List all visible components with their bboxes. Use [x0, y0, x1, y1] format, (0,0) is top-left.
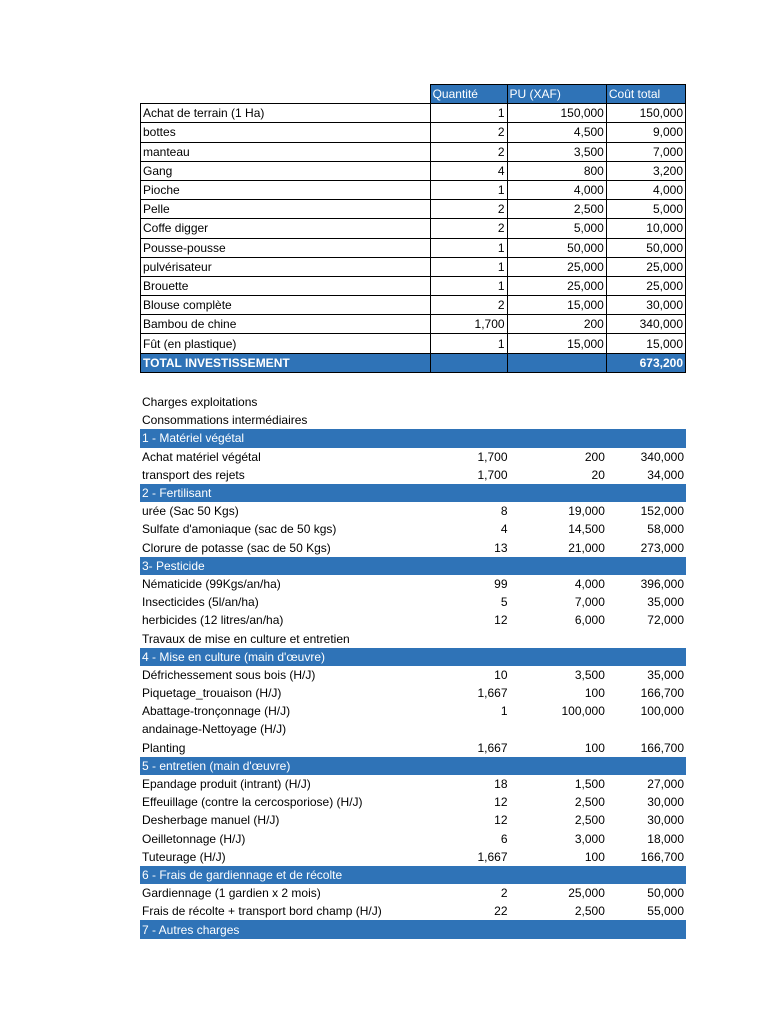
- total-empty-pu: [507, 353, 606, 372]
- charge-label: Desherbage manuel (H/J): [142, 813, 280, 828]
- item-total: 25,000: [606, 257, 685, 276]
- item-unit-price: 200: [507, 315, 606, 334]
- investment-row: [141, 142, 686, 161]
- charge-unit-price: 3,000: [574, 831, 605, 846]
- item-unit-price: 25,000: [507, 276, 606, 295]
- charge-row: [140, 593, 686, 611]
- item-quantity: 1: [430, 238, 507, 257]
- item-label: Fût (en plastique): [141, 334, 431, 353]
- item-quantity: 1,700: [430, 315, 507, 334]
- charge-label: Abattage-tronçonnage (H/J): [142, 704, 291, 719]
- charge-row: [140, 702, 686, 720]
- charge-quantity: 1,700: [477, 449, 508, 464]
- charge-unit-price: 100: [584, 849, 605, 864]
- item-unit-price: 4,500: [507, 123, 606, 142]
- charge-quantity: 1,667: [477, 740, 508, 755]
- section-header-row: [140, 557, 686, 575]
- charge-label: Epandage produit (intrant) (H/J): [142, 777, 311, 792]
- item-quantity: 4: [430, 161, 507, 180]
- item-unit-price: 15,000: [507, 296, 606, 315]
- investment-row: [141, 238, 686, 257]
- charge-total: 30,000: [647, 795, 684, 810]
- charge-unit-price: 6,000: [574, 613, 605, 628]
- charge-total: 58,000: [647, 522, 684, 537]
- investment-row: [141, 296, 686, 315]
- section-header-row: [140, 920, 686, 938]
- investment-row: [141, 315, 686, 334]
- item-unit-price: 4,000: [507, 180, 606, 199]
- investment-row: [141, 180, 686, 199]
- charge-quantity: 12: [494, 613, 508, 628]
- item-label: Pousse-pousse: [141, 238, 431, 257]
- charge-total: 166,700: [640, 740, 684, 755]
- item-total: 5,000: [606, 200, 685, 219]
- charge-row: [140, 884, 686, 902]
- charge-quantity: 12: [494, 795, 508, 810]
- item-label: Pelle: [141, 200, 431, 219]
- charge-quantity: 1,667: [477, 849, 508, 864]
- subheading-row: [140, 629, 686, 647]
- charge-row: [140, 811, 686, 829]
- item-unit-price: 25,000: [507, 257, 606, 276]
- charge-label: Achat matériel végétal: [142, 449, 261, 464]
- item-total: 4,000: [606, 180, 685, 199]
- item-label: Pioche: [141, 180, 431, 199]
- charge-row: [140, 448, 686, 466]
- charge-row: [140, 775, 686, 793]
- section-label: 7 - Autres charges: [140, 920, 686, 938]
- section-header-row: [140, 484, 686, 502]
- investment-row: [141, 161, 686, 180]
- item-unit-price: 50,000: [507, 238, 606, 257]
- charge-label: Nématicide (99Kgs/an/ha): [142, 576, 281, 591]
- header-blank-cell: [141, 85, 431, 104]
- charge-unit-price: 1,500: [574, 777, 605, 792]
- item-quantity: 2: [430, 296, 507, 315]
- item-quantity: 2: [430, 123, 507, 142]
- charge-label: Planting: [142, 740, 186, 755]
- item-unit-price: 150,000: [507, 104, 606, 123]
- item-total: 25,000: [606, 276, 685, 295]
- item-unit-price: 5,000: [507, 219, 606, 238]
- subheading-label: Charges exploitations: [142, 395, 258, 410]
- header-quantity: Quantité: [430, 85, 507, 104]
- charge-quantity: 6: [500, 831, 508, 846]
- subheading-label: andainage-Nettoyage (H/J): [142, 722, 287, 737]
- charge-label: Tuteurage (H/J): [142, 849, 226, 864]
- charge-label: Oeilletonnage (H/J): [142, 831, 246, 846]
- subheading-label: Consommations intermédiaires: [142, 413, 308, 428]
- charge-label: Insecticides (5l/an/ha): [142, 595, 259, 610]
- charge-total: 55,000: [647, 904, 684, 919]
- charge-label: Effeuillage (contre la cercosporiose) (H/J): [142, 795, 363, 810]
- charge-row: [140, 520, 686, 538]
- charge-quantity: 1,667: [477, 686, 508, 701]
- item-total: 3,200: [606, 161, 685, 180]
- item-total: 150,000: [606, 104, 685, 123]
- charges-table: [140, 393, 686, 939]
- charge-row: [140, 793, 686, 811]
- charge-unit-price: 21,000: [568, 540, 605, 555]
- item-label: Bambou de chine: [141, 315, 431, 334]
- item-quantity: 1: [430, 180, 507, 199]
- charge-row: [140, 830, 686, 848]
- charge-row: [140, 466, 686, 484]
- charge-label: Clorure de potasse (sac de 50 Kgs): [142, 540, 331, 555]
- charge-quantity: 1: [500, 704, 508, 719]
- investment-row: [141, 104, 686, 123]
- item-label: Gang: [141, 161, 431, 180]
- charge-total: 30,000: [647, 813, 684, 828]
- item-label: manteau: [141, 142, 431, 161]
- charge-unit-price: 3,500: [574, 667, 605, 682]
- section-header-row: [140, 429, 686, 447]
- charge-unit-price: 19,000: [568, 504, 605, 519]
- charge-label: Sulfate d'amoniaque (sac de 50 kgs): [142, 522, 337, 537]
- charge-quantity: 18: [494, 777, 508, 792]
- charge-quantity: 22: [494, 904, 508, 919]
- charge-quantity: 13: [494, 540, 508, 555]
- item-quantity: 1: [430, 276, 507, 295]
- charge-row: [140, 684, 686, 702]
- section-label: 3- Pesticide: [140, 557, 686, 575]
- section-label: 6 - Frais de gardiennage et de récolte: [140, 866, 686, 884]
- item-total: 10,000: [606, 219, 685, 238]
- item-label: Achat de terrain (1 Ha): [141, 104, 431, 123]
- charge-label: urée (Sac 50 Kgs): [142, 504, 239, 519]
- item-total: 9,000: [606, 123, 685, 142]
- charge-quantity: 8: [500, 504, 508, 519]
- item-label: Brouette: [141, 276, 431, 295]
- charge-total: 100,000: [640, 704, 684, 719]
- item-quantity: 2: [430, 200, 507, 219]
- subheading-row: [140, 411, 686, 429]
- item-unit-price: 15,000: [507, 334, 606, 353]
- charge-unit-price: 20: [591, 467, 605, 482]
- charge-total: 34,000: [647, 467, 684, 482]
- charge-quantity: 10: [494, 667, 508, 682]
- charge-total: 35,000: [647, 667, 684, 682]
- item-quantity: 1: [430, 104, 507, 123]
- item-unit-price: 3,500: [507, 142, 606, 161]
- section-label: 2 - Fertilisant: [140, 484, 686, 502]
- item-quantity: 1: [430, 257, 507, 276]
- item-total: 50,000: [606, 238, 685, 257]
- charge-unit-price: 100,000: [561, 704, 605, 719]
- total-label: TOTAL INVESTISSEMENT: [141, 353, 431, 372]
- charge-total: 18,000: [647, 831, 684, 846]
- charge-quantity: 12: [494, 813, 508, 828]
- charge-unit-price: 100: [584, 740, 605, 755]
- charge-quantity: 4: [500, 522, 508, 537]
- charge-label: herbicides (12 litres/an/ha): [142, 613, 284, 628]
- charge-label: transport des rejets: [142, 467, 245, 482]
- subheading-row: [140, 720, 686, 738]
- charge-label: Frais de récolte + transport bord champ (H/J): [142, 904, 382, 919]
- investment-row: [141, 334, 686, 353]
- charge-unit-price: 200: [584, 449, 605, 464]
- header-unit-price: PU (XAF): [507, 85, 606, 104]
- charge-total: 152,000: [640, 504, 684, 519]
- section-header-row: [140, 866, 686, 884]
- item-unit-price: 800: [507, 161, 606, 180]
- charge-total: 166,700: [640, 686, 684, 701]
- charge-unit-price: 25,000: [568, 886, 605, 901]
- charge-total: 166,700: [640, 849, 684, 864]
- charge-total: 273,000: [640, 540, 684, 555]
- charge-total: 50,000: [647, 886, 684, 901]
- charge-label: Défrichessement sous bois (H/J): [142, 667, 316, 682]
- section-header-row: [140, 757, 686, 775]
- item-label: pulvérisateur: [141, 257, 431, 276]
- charge-row: [140, 502, 686, 520]
- item-quantity: 1: [430, 334, 507, 353]
- charge-unit-price: 4,000: [574, 576, 605, 591]
- charge-label: Piquetage_trouaison (H/J): [142, 686, 282, 701]
- charge-unit-price: 2,500: [574, 904, 605, 919]
- charge-total: 340,000: [640, 449, 684, 464]
- charge-label: Gardiennage (1 gardien x 2 mois): [142, 886, 321, 901]
- investment-total-row: [141, 353, 686, 372]
- investment-table: [140, 84, 686, 373]
- charge-row: [140, 902, 686, 920]
- charge-row: [140, 666, 686, 684]
- item-unit-price: 2,500: [507, 200, 606, 219]
- charge-total: 27,000: [647, 777, 684, 792]
- charge-quantity: 2: [500, 886, 508, 901]
- item-total: 340,000: [606, 315, 685, 334]
- subheading-row: [140, 393, 686, 411]
- charge-unit-price: 100: [584, 686, 605, 701]
- charge-unit-price: 2,500: [574, 795, 605, 810]
- item-total: 7,000: [606, 142, 685, 161]
- total-value: 673,200: [606, 353, 685, 372]
- charge-unit-price: 2,500: [574, 813, 605, 828]
- charge-row: [140, 611, 686, 629]
- charge-quantity: 5: [500, 595, 508, 610]
- item-label: bottes: [141, 123, 431, 142]
- item-total: 15,000: [606, 334, 685, 353]
- item-quantity: 2: [430, 142, 507, 161]
- item-label: Coffe digger: [141, 219, 431, 238]
- investment-row: [141, 276, 686, 295]
- investment-row: [141, 200, 686, 219]
- investment-header-row: [141, 85, 686, 104]
- charge-total: 72,000: [647, 613, 684, 628]
- investment-row: [141, 257, 686, 276]
- charge-quantity: 99: [494, 576, 508, 591]
- charge-row: [140, 575, 686, 593]
- section-label: 5 - entretien (main d'œuvre): [140, 757, 686, 775]
- charge-row: [140, 739, 686, 757]
- header-total-cost: Coût total: [606, 85, 685, 104]
- item-label: Blouse complète: [141, 296, 431, 315]
- investment-row: [141, 123, 686, 142]
- charge-unit-price: 14,500: [568, 522, 605, 537]
- charge-row: [140, 539, 686, 557]
- total-empty-qty: [430, 353, 507, 372]
- charge-total: 396,000: [640, 576, 684, 591]
- section-label: 1 - Matériel végétal: [140, 429, 686, 447]
- subheading-label: Travaux de mise en culture et entretien: [142, 631, 350, 646]
- investment-row: [141, 219, 686, 238]
- item-total: 30,000: [606, 296, 685, 315]
- charge-unit-price: 7,000: [574, 595, 605, 610]
- charge-quantity: 1,700: [477, 467, 508, 482]
- section-header-row: [140, 648, 686, 666]
- item-quantity: 2: [430, 219, 507, 238]
- charge-total: 35,000: [647, 595, 684, 610]
- section-label: 4 - Mise en culture (main d'œuvre): [140, 648, 686, 666]
- charge-row: [140, 848, 686, 866]
